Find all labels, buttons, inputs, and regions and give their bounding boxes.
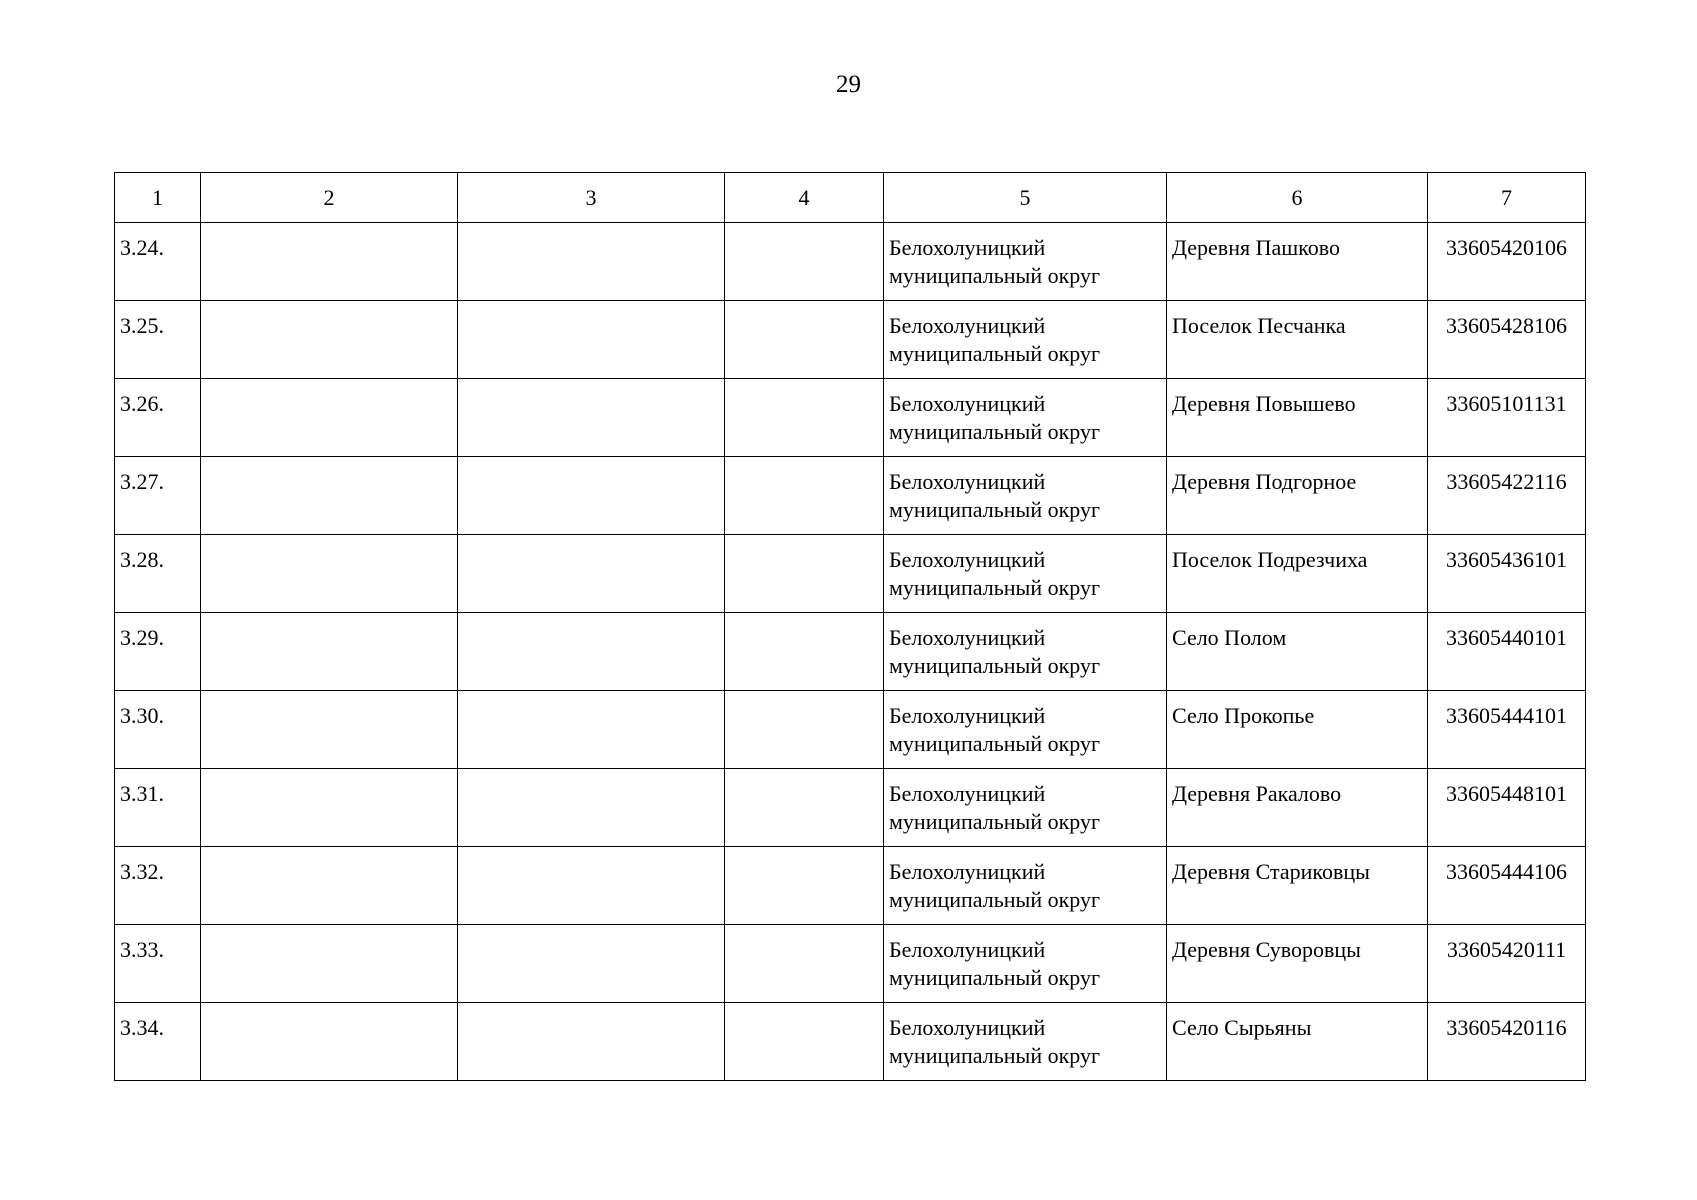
code-cell: 33605420106 (1428, 223, 1586, 301)
row-number: 3.27. (115, 457, 201, 535)
settlement-cell: Поселок Подрезчиха (1167, 535, 1428, 613)
table-row (115, 301, 1586, 379)
row-number: 3.28. (115, 535, 201, 613)
row-number: 3.33. (115, 925, 201, 1003)
code-cell: 33605420111 (1428, 925, 1586, 1003)
page-number: 29 (836, 71, 861, 98)
table-row (115, 613, 1586, 691)
cell-col-3 (458, 535, 725, 613)
district-cell: Белохолуницкий муниципальный округ (884, 301, 1167, 379)
row-number: 3.26. (115, 379, 201, 457)
cell-col-4 (725, 535, 884, 613)
district-cell: Белохолуницкий муниципальный округ (884, 769, 1167, 847)
row-number: 3.31. (115, 769, 201, 847)
code-cell: 33605436101 (1428, 535, 1586, 613)
settlement-cell: Село Прокопье (1167, 691, 1428, 769)
cell-col-4 (725, 925, 884, 1003)
table-row (115, 1003, 1586, 1081)
district-cell: Белохолуницкий муниципальный округ (884, 1003, 1167, 1081)
cell-col-3 (458, 301, 725, 379)
cell-col-2 (201, 925, 458, 1003)
cell-col-2 (201, 847, 458, 925)
district-cell: Белохолуницкий муниципальный округ (884, 925, 1167, 1003)
settlement-cell: Деревня Пашково (1167, 223, 1428, 301)
cell-col-3 (458, 379, 725, 457)
settlement-cell: Деревня Суворовцы (1167, 925, 1428, 1003)
district-cell: Белохолуницкий муниципальный округ (884, 457, 1167, 535)
cell-col-4 (725, 691, 884, 769)
cell-col-3 (458, 613, 725, 691)
settlement-cell: Деревня Стариковцы (1167, 847, 1428, 925)
column-header: 6 (1167, 173, 1428, 223)
cell-col-4 (725, 769, 884, 847)
code-cell: 33605444106 (1428, 847, 1586, 925)
column-header: 2 (201, 173, 458, 223)
cell-col-2 (201, 613, 458, 691)
code-cell: 33605428106 (1428, 301, 1586, 379)
district-cell: Белохолуницкий муниципальный округ (884, 691, 1167, 769)
cell-col-4 (725, 301, 884, 379)
row-number: 3.30. (115, 691, 201, 769)
table-row (115, 223, 1586, 301)
table-row (115, 379, 1586, 457)
cell-col-2 (201, 1003, 458, 1081)
settlement-cell: Деревня Подгорное (1167, 457, 1428, 535)
code-cell: 33605422116 (1428, 457, 1586, 535)
column-header: 7 (1428, 173, 1586, 223)
cell-col-2 (201, 223, 458, 301)
table-row (115, 847, 1586, 925)
cell-col-3 (458, 1003, 725, 1081)
code-cell: 33605420116 (1428, 1003, 1586, 1081)
settlement-cell: Деревня Ракалово (1167, 769, 1428, 847)
table-row (115, 925, 1586, 1003)
cell-col-2 (201, 769, 458, 847)
code-cell: 33605448101 (1428, 769, 1586, 847)
row-number: 3.32. (115, 847, 201, 925)
district-cell: Белохолуницкий муниципальный округ (884, 223, 1167, 301)
district-cell: Белохолуницкий муниципальный округ (884, 379, 1167, 457)
row-number: 3.29. (115, 613, 201, 691)
cell-col-4 (725, 847, 884, 925)
cell-col-2 (201, 691, 458, 769)
document-table (114, 172, 1586, 1081)
header-row (115, 173, 1586, 223)
code-cell: 33605101131 (1428, 379, 1586, 457)
district-cell: Белохолуницкий муниципальный округ (884, 535, 1167, 613)
district-cell: Белохолуницкий муниципальный округ (884, 847, 1167, 925)
cell-col-3 (458, 925, 725, 1003)
district-cell: Белохолуницкий муниципальный округ (884, 613, 1167, 691)
cell-col-2 (201, 301, 458, 379)
settlement-cell: Село Полом (1167, 613, 1428, 691)
table-row (115, 691, 1586, 769)
row-number: 3.24. (115, 223, 201, 301)
code-cell: 33605440101 (1428, 613, 1586, 691)
code-cell: 33605444101 (1428, 691, 1586, 769)
cell-col-3 (458, 223, 725, 301)
settlement-cell: Село Сырьяны (1167, 1003, 1428, 1081)
cell-col-3 (458, 847, 725, 925)
cell-col-4 (725, 223, 884, 301)
settlement-cell: Поселок Песчанка (1167, 301, 1428, 379)
column-header: 3 (458, 173, 725, 223)
column-header: 5 (884, 173, 1167, 223)
cell-col-4 (725, 1003, 884, 1081)
cell-col-3 (458, 457, 725, 535)
cell-col-2 (201, 535, 458, 613)
cell-col-4 (725, 379, 884, 457)
cell-col-4 (725, 613, 884, 691)
cell-col-4 (725, 457, 884, 535)
row-number: 3.25. (115, 301, 201, 379)
cell-col-3 (458, 769, 725, 847)
table-row (115, 535, 1586, 613)
settlement-cell: Деревня Повышево (1167, 379, 1428, 457)
row-number: 3.34. (115, 1003, 201, 1081)
column-header: 4 (725, 173, 884, 223)
cell-col-2 (201, 379, 458, 457)
table-row (115, 769, 1586, 847)
cell-col-3 (458, 691, 725, 769)
column-header: 1 (115, 173, 201, 223)
cell-col-2 (201, 457, 458, 535)
table-row (115, 457, 1586, 535)
